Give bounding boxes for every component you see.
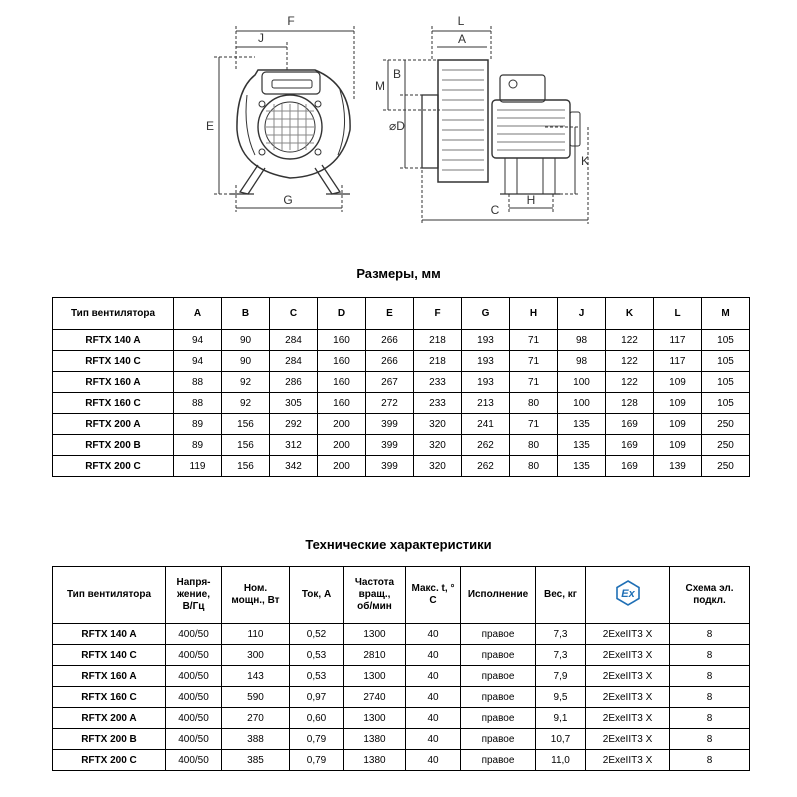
table-cell: 320 <box>414 414 462 435</box>
table-cell: 292 <box>270 414 318 435</box>
table-cell: 7,3 <box>536 645 586 666</box>
column-header: F <box>414 298 462 330</box>
model-cell: RFTX 200 B <box>53 729 166 750</box>
column-header: G <box>462 298 510 330</box>
table-cell: 284 <box>270 330 318 351</box>
table-cell: 250 <box>702 435 750 456</box>
table-cell: 117 <box>654 351 702 372</box>
table-cell: 2ExeIIT3 X <box>586 687 670 708</box>
column-header: K <box>606 298 654 330</box>
table-cell: 8 <box>670 750 750 771</box>
table-cell: 250 <box>702 414 750 435</box>
table-cell: 40 <box>406 666 461 687</box>
dim-label-a: A <box>457 32 467 46</box>
table-cell: 320 <box>414 456 462 477</box>
table-cell: 80 <box>510 435 558 456</box>
table-cell: 117 <box>654 330 702 351</box>
table-cell: 9,1 <box>536 708 586 729</box>
table-cell: 1300 <box>344 708 406 729</box>
table-cell: 110 <box>222 624 290 645</box>
table-row <box>53 330 750 351</box>
table-cell: 388 <box>222 729 290 750</box>
table-row <box>53 750 750 771</box>
table-cell: 2ExeIIT3 X <box>586 645 670 666</box>
table-cell: 1380 <box>344 750 406 771</box>
table-cell: 160 <box>318 372 366 393</box>
table-cell: 8 <box>670 645 750 666</box>
table-cell: 71 <box>510 372 558 393</box>
table-cell: 71 <box>510 414 558 435</box>
table-cell: 200 <box>318 456 366 477</box>
table-cell: 40 <box>406 750 461 771</box>
table-cell: 270 <box>222 708 290 729</box>
technical-title: Технические характеристики <box>305 537 492 552</box>
column-header: Ток, А <box>290 567 344 624</box>
table-cell: 0,79 <box>290 729 344 750</box>
column-header: Исполнение <box>461 567 536 624</box>
table-cell: 8 <box>670 708 750 729</box>
technical-header-row <box>53 567 750 624</box>
table-cell: 266 <box>366 351 414 372</box>
ex-column-header <box>586 567 670 624</box>
table-cell: 100 <box>558 372 606 393</box>
table-row <box>53 414 750 435</box>
model-cell: RFTX 140 A <box>53 624 166 645</box>
table-cell: 88 <box>174 372 222 393</box>
model-cell: RFTX 140 A <box>53 330 174 351</box>
table-cell: 8 <box>670 624 750 645</box>
technical-table <box>52 566 750 771</box>
table-cell: 94 <box>174 351 222 372</box>
table-cell: 109 <box>654 372 702 393</box>
column-header: Схема эл. подкл. <box>670 567 750 624</box>
column-header: L <box>654 298 702 330</box>
table-cell: 135 <box>558 414 606 435</box>
dim-label-d: ⌀D <box>389 119 405 133</box>
table-cell: 0,53 <box>290 666 344 687</box>
column-header: J <box>558 298 606 330</box>
table-cell: 400/50 <box>166 750 222 771</box>
table-cell: правое <box>461 645 536 666</box>
table-row <box>53 645 750 666</box>
table-cell: 0,53 <box>290 645 344 666</box>
table-cell: 272 <box>366 393 414 414</box>
table-cell: 2ExeIIT3 X <box>586 624 670 645</box>
table-cell: 156 <box>222 435 270 456</box>
table-cell: правое <box>461 687 536 708</box>
column-header: Тип вентилятора <box>53 567 166 624</box>
table-cell: 399 <box>366 456 414 477</box>
table-cell: 200 <box>318 435 366 456</box>
table-cell: 218 <box>414 330 462 351</box>
table-cell: 2ExeIIT3 X <box>586 729 670 750</box>
table-cell: 128 <box>606 393 654 414</box>
table-cell: 122 <box>606 351 654 372</box>
column-header: B <box>222 298 270 330</box>
table-cell: 105 <box>702 393 750 414</box>
dim-label-h: H <box>526 193 536 207</box>
model-cell: RFTX 200 C <box>53 456 174 477</box>
table-cell: 262 <box>462 435 510 456</box>
table-cell: 80 <box>510 456 558 477</box>
table-cell: 193 <box>462 330 510 351</box>
table-row <box>53 687 750 708</box>
table-cell: 160 <box>318 330 366 351</box>
column-header: Напря- жение, В/Гц <box>166 567 222 624</box>
table-cell: 94 <box>174 330 222 351</box>
dimensions-table <box>52 297 750 477</box>
table-cell: 1380 <box>344 729 406 750</box>
table-cell: 100 <box>558 393 606 414</box>
table-row <box>53 456 750 477</box>
table-row <box>53 666 750 687</box>
table-row <box>53 729 750 750</box>
table-cell: 122 <box>606 372 654 393</box>
table-cell: 400/50 <box>166 708 222 729</box>
model-cell: RFTX 200 B <box>53 435 174 456</box>
table-cell: 156 <box>222 456 270 477</box>
table-cell: 0,79 <box>290 750 344 771</box>
dim-label-m: M <box>375 79 385 93</box>
table-cell: 250 <box>702 456 750 477</box>
table-cell: 7,9 <box>536 666 586 687</box>
table-cell: 342 <box>270 456 318 477</box>
table-cell: 8 <box>670 666 750 687</box>
dim-label-f: F <box>287 14 295 28</box>
table-cell: 233 <box>414 393 462 414</box>
column-header: Макс. t, ° C <box>406 567 461 624</box>
ex-label: Ex <box>620 588 635 600</box>
dim-label-k: K <box>580 154 590 168</box>
table-cell: 160 <box>318 393 366 414</box>
dim-label-e: E <box>205 119 215 133</box>
table-cell: 9,5 <box>536 687 586 708</box>
table-cell: 98 <box>558 330 606 351</box>
table-cell: 312 <box>270 435 318 456</box>
table-cell: 143 <box>222 666 290 687</box>
table-cell: 218 <box>414 351 462 372</box>
dim-label-b: B <box>392 67 402 81</box>
ex-atex-icon <box>615 580 641 606</box>
model-cell: RFTX 140 C <box>53 645 166 666</box>
column-header: C <box>270 298 318 330</box>
column-header: Вес, кг <box>536 567 586 624</box>
table-cell: 233 <box>414 372 462 393</box>
front-view <box>214 26 354 212</box>
table-cell: 7,3 <box>536 624 586 645</box>
fan-dimension-drawing <box>0 0 797 240</box>
table-cell: 122 <box>606 330 654 351</box>
table-cell: 11,0 <box>536 750 586 771</box>
model-cell: RFTX 200 A <box>53 414 174 435</box>
table-cell: 89 <box>174 435 222 456</box>
table-cell: правое <box>461 624 536 645</box>
column-header: Ном. мощн., Вт <box>222 567 290 624</box>
dim-label-c: C <box>490 203 500 217</box>
dimensions-header-row <box>53 298 750 330</box>
table-cell: 399 <box>366 414 414 435</box>
table-cell: 2740 <box>344 687 406 708</box>
table-cell: 2ExeIIT3 X <box>586 708 670 729</box>
model-cell: RFTX 160 C <box>53 687 166 708</box>
table-cell: 400/50 <box>166 687 222 708</box>
table-cell: 385 <box>222 750 290 771</box>
table-cell: 200 <box>318 414 366 435</box>
table-cell: 267 <box>366 372 414 393</box>
dim-label-j: J <box>258 31 264 45</box>
table-cell: 169 <box>606 414 654 435</box>
model-cell: RFTX 140 C <box>53 351 174 372</box>
table-cell: 2ExeIIT3 X <box>586 750 670 771</box>
table-cell: 0,52 <box>290 624 344 645</box>
table-row <box>53 708 750 729</box>
table-cell: 109 <box>654 414 702 435</box>
table-cell: 193 <box>462 351 510 372</box>
table-cell: правое <box>461 708 536 729</box>
table-cell: 400/50 <box>166 729 222 750</box>
table-cell: правое <box>461 666 536 687</box>
table-cell: 92 <box>222 393 270 414</box>
table-cell: 169 <box>606 456 654 477</box>
table-cell: 119 <box>174 456 222 477</box>
table-cell: 90 <box>222 351 270 372</box>
side-view <box>383 26 588 224</box>
table-cell: 88 <box>174 393 222 414</box>
table-cell: 1300 <box>344 666 406 687</box>
table-cell: 2810 <box>344 645 406 666</box>
table-cell: 399 <box>366 435 414 456</box>
table-cell: 80 <box>510 393 558 414</box>
dim-label-g: G <box>283 193 293 207</box>
table-cell: 400/50 <box>166 645 222 666</box>
table-cell: 71 <box>510 351 558 372</box>
table-cell: 98 <box>558 351 606 372</box>
column-header: A <box>174 298 222 330</box>
table-cell: 109 <box>654 393 702 414</box>
table-cell: 169 <box>606 435 654 456</box>
model-cell: RFTX 160 A <box>53 666 166 687</box>
table-cell: 320 <box>414 435 462 456</box>
table-cell: 89 <box>174 414 222 435</box>
table-row <box>53 372 750 393</box>
table-cell: 0,60 <box>290 708 344 729</box>
table-cell: 8 <box>670 729 750 750</box>
table-cell: 241 <box>462 414 510 435</box>
dim-label-l: L <box>457 14 465 28</box>
table-row <box>53 351 750 372</box>
model-cell: RFTX 200 A <box>53 708 166 729</box>
model-cell: RFTX 160 C <box>53 393 174 414</box>
table-cell: 1300 <box>344 624 406 645</box>
table-cell: 284 <box>270 351 318 372</box>
table-cell: 590 <box>222 687 290 708</box>
table-cell: 105 <box>702 330 750 351</box>
column-header: Частота вращ., об/мин <box>344 567 406 624</box>
table-row <box>53 624 750 645</box>
column-header: M <box>702 298 750 330</box>
table-cell: 8 <box>670 687 750 708</box>
table-cell: 40 <box>406 729 461 750</box>
table-cell: 135 <box>558 456 606 477</box>
table-cell: 109 <box>654 435 702 456</box>
table-cell: 160 <box>318 351 366 372</box>
table-cell: 400/50 <box>166 666 222 687</box>
column-header: H <box>510 298 558 330</box>
table-cell: 266 <box>366 330 414 351</box>
dimensions-title: Размеры, мм <box>356 266 441 281</box>
table-cell: правое <box>461 729 536 750</box>
table-row <box>53 393 750 414</box>
table-cell: 92 <box>222 372 270 393</box>
model-cell: RFTX 160 A <box>53 372 174 393</box>
table-cell: 40 <box>406 687 461 708</box>
table-cell: 40 <box>406 708 461 729</box>
column-header: Тип вентилятора <box>53 298 174 330</box>
table-cell: 286 <box>270 372 318 393</box>
model-cell: RFTX 200 C <box>53 750 166 771</box>
table-cell: правое <box>461 750 536 771</box>
table-cell: 105 <box>702 372 750 393</box>
table-cell: 2ExeIIT3 X <box>586 666 670 687</box>
table-cell: 213 <box>462 393 510 414</box>
column-header: D <box>318 298 366 330</box>
table-cell: 400/50 <box>166 624 222 645</box>
table-cell: 105 <box>702 351 750 372</box>
table-cell: 135 <box>558 435 606 456</box>
table-row <box>53 435 750 456</box>
table-cell: 40 <box>406 624 461 645</box>
column-header: E <box>366 298 414 330</box>
table-cell: 300 <box>222 645 290 666</box>
table-cell: 0,97 <box>290 687 344 708</box>
table-cell: 156 <box>222 414 270 435</box>
table-cell: 139 <box>654 456 702 477</box>
table-cell: 193 <box>462 372 510 393</box>
table-cell: 305 <box>270 393 318 414</box>
table-cell: 10,7 <box>536 729 586 750</box>
table-cell: 40 <box>406 645 461 666</box>
table-cell: 262 <box>462 456 510 477</box>
table-cell: 90 <box>222 330 270 351</box>
table-cell: 71 <box>510 330 558 351</box>
